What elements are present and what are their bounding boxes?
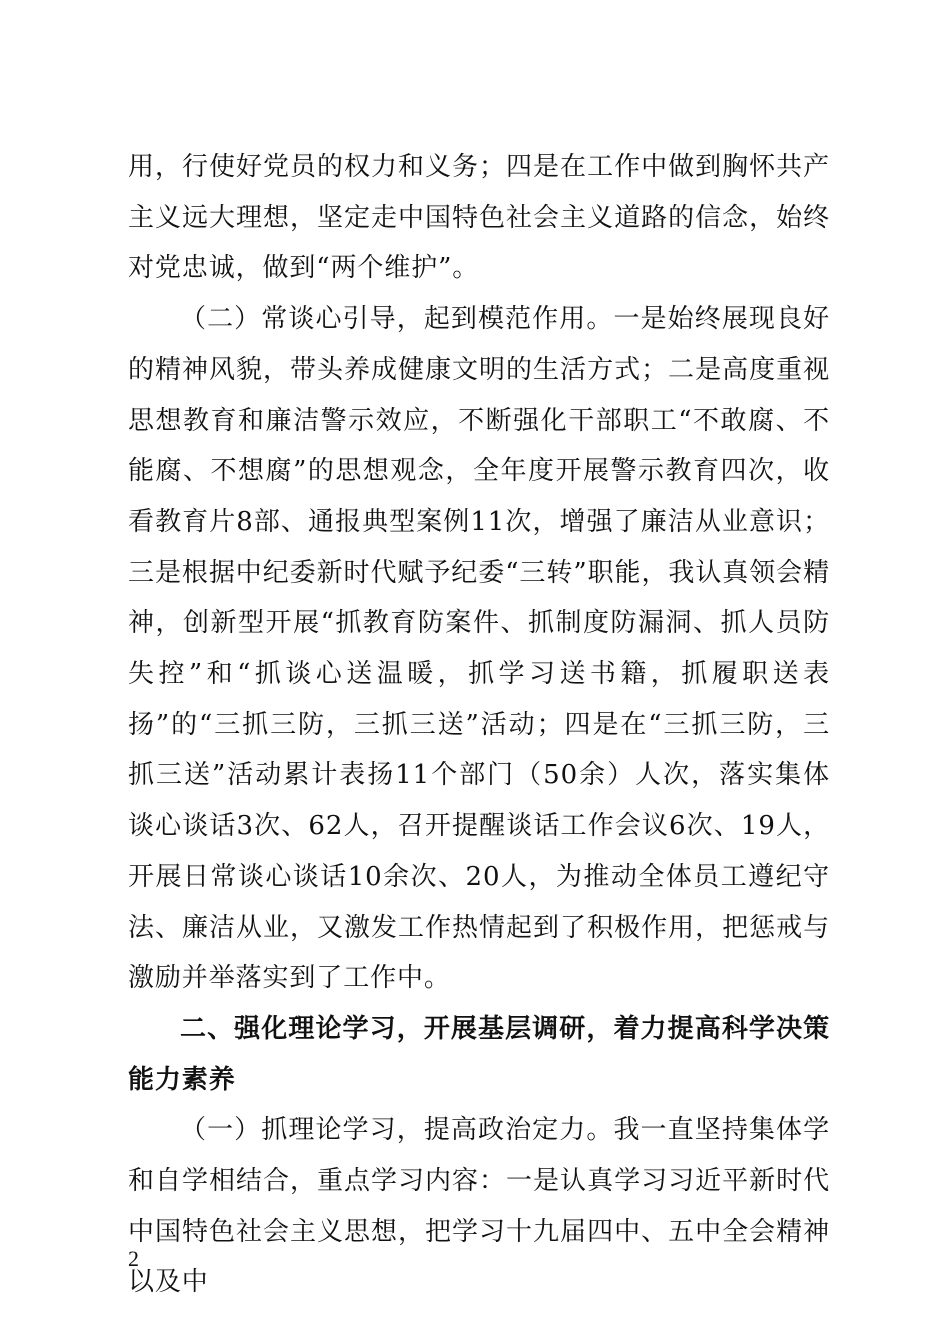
page-number: 2 [128,1246,139,1271]
paragraph-section-two-part-two: （二）常谈心引导，起到模范作用。一是始终展现良好的精神风貌，带头养成健康文明的生活方式；二是高度重视思想教育和廉洁警示效应，不断强化干部职工“不敢腐、不能腐、不想腐”的思想观念，全年度开展警示教育四次，收看教育片8部、通报典型案例11次，增强了廉洁从业意识；三是根据中纪委新时代赋予纪委“三转”职能，我认真领会精神，创新型开展“抓教育防案件、抓制度防漏洞、抓人员防失控”和“抓谈心送温暖，抓学习送书籍，抓履职送表扬”的“三抓三防，三抓三送”活动；四是在“三抓三防，三抓三送”活动累计表扬11个部门（50余）人次，落实集体谈心谈话3次、62人，召开提醒谈话工作会议6次、19人，开展日常谈心谈话10余次、20人，为推动全体员工遵纪守法、廉洁从业，又激发工作热情起到了积极作用，把惩戒与激励并举落实到了工作中。 [128,304,830,994]
paragraph-section-two-part-one: （一）抓理论学习，提高政治定力。我一直坚持集体学和自学相结合，重点学习内容：一是认真学习习近平新时代中国特色社会主义思想，把学习十九届四中、五中全会精神以及中 [128,1115,830,1298]
document-body [128,142,830,1308]
paragraph-continuation: 用，行使好党员的权力和义务；四是在工作中做到胸怀共产主义远大理想，坚定走中国特色社会主义道路的信念，始终对党忠诚，做到“两个维护”。 [128,152,830,284]
section-heading-two: 二、强化理论学习，开展基层调研，着力提高科学决策能力素养 [128,1013,830,1095]
